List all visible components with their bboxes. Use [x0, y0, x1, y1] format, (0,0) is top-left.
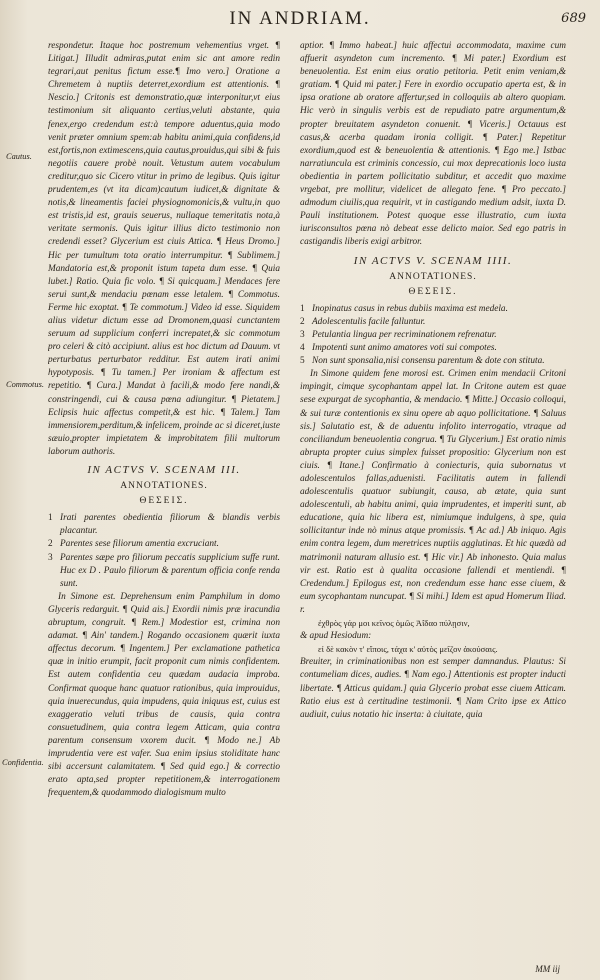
thesis-item: [300, 342, 566, 355]
greek-verse-hesiod: εἰ δὲ κακὸν τ' εἴποις, τάχα κ' αὐτὸς μεῖζον ἀκούσαις.: [318, 644, 498, 655]
thesis-text: Inopinatus casus in rebus dubiis maxima est medela.: [312, 303, 508, 314]
right-theses-list: [300, 303, 566, 368]
signature-mark: MM iij: [535, 964, 560, 974]
right-commentary-tail: Breuiter, in criminationibus non est semper damnandus. Plautus: Si contumeliam dices, audies. ¶ Nam ego.] Attentionis est propter inducti libertate. ¶ Atticus quidam.] quia Glycerio probat esse ciuem Atticam. Ratio eius est à certitudine testimonii. ¶ Nam Crito ipse ex Attico audiuit, cuius notatio hic inserta: à ciuitate, quia: [300, 657, 566, 720]
thesis-number: 5: [300, 356, 305, 367]
thesis-number: 2: [48, 539, 53, 550]
thesis-item: [300, 316, 566, 329]
left-section-title: IN ACTVS V. SCENAM III.: [87, 464, 241, 476]
margin-note-cautus: Cautus.: [6, 152, 32, 161]
thesis-item: [48, 538, 280, 551]
right-annotations-label: ANNOTATIONES.: [389, 271, 477, 282]
thesis-item: [300, 355, 566, 368]
thesis-text: Non sunt sponsalia,nisi consensu parentum & dote con stituta.: [312, 356, 545, 367]
left-annotations-label: ANNOTATIONES.: [120, 481, 208, 492]
page-number: 689: [561, 11, 586, 26]
right-section-title: IN ACTVS V. SCENAM IIII.: [353, 254, 513, 267]
thesis-text: Parentes sæpe pro filiorum peccatis supplicium suffe runt. Huc ex D . Paulo filiorum & parentum officia confe renda sunt.: [60, 552, 280, 589]
margin-note-commotus: Commotus.: [6, 380, 44, 389]
left-column: [48, 40, 280, 940]
left-commentary-intro: respondetur. Itaque hoc postremum vehementius vrget. ¶ Litigat.] Illudit admiras,putat enim sic ant amore redin tegrari,aut penitus fictum esse.¶ Imo vero.] Oratione a Chremetem à nuptiis deterret,exordium est attentionis. ¶ Nescio.] Critonis est demonstratio,quæ interponitur,vt eius testimonium sit aliquanto certius,veluti abstante, quia fenex,ergo credendum est:à tempore aduentus,quia modo venit præter omnium spem:ab habitu animi,quia confidens,id est,fortis,non extimescens,quia cautus,prouidus,qui sibi & fuis negotiis cauere probè nouit. Vetustum autem vocabulum creditur,quo sic Cicero vtitur in primo de legibus. Quis igitur prudentem,es (vt ita dicam)cautum iudicet,& dignitate & notis,& lineamentis faciei physiognomonicis,& vultu,in quo est tristis,id est, grauis seuerus, nullaque temeritatis nota,à veritate sermonis. Quis igitur illius dicto testimonio non credendi esset? Glycerium est ciuis Attica. ¶ Heus Dromo.] Hic per tumultum tota oratio interrumpitur. ¶ Sublimem.] Mandatoria est,& proponit istum tapeta dum esse. ¶ Quia lubet.] Ratio. Quia fic volo. ¶ Si quicquam.] Mendaces fere serui sunt,& mendaciu pœnam esse letalem. ¶ Commotus. Ferme hic exoptat. ¶ Te commotum.] Video id esse. Siquidem alius videtur dictum esse ad Dromonem,quasi cunctantem seruum ad supplicium conferri increpatet,& sic commotum pro celeri & citò accipiunt. alius est hoc dictum ad Dauum. vt perturbatus perturbator redditur. Est autem irati animi hypotyposis. ¶ Tu tamen.] Per ironiam & affectum est repetitio. ¶ Cura.] Mandat à facili,& modo fere nandi,& constringendi, cui & causa pœna adiungitur. ¶ Pietatem.] Eclipsis huic affectus competit,& est hic. ¶ Talem.] Tam immensiorem,perditum,& infelicem, proinde ac si diceret,iuste sæuio,propter impietatem & improbitatem filii multorum laborum authoris.: [48, 41, 280, 457]
thesis-item: [48, 512, 280, 538]
right-column: [300, 40, 566, 940]
thesis-text: Impotenti sunt animo amatores voti sui compotes.: [312, 343, 497, 354]
thesis-item: [300, 303, 566, 316]
thesis-number: 2: [300, 316, 305, 327]
left-theses-list: [48, 512, 280, 591]
thesis-text: Adolescentulis facile falluntur.: [312, 316, 426, 327]
thesis-number: 4: [300, 343, 305, 354]
verse-intro: & apud Hesiodum:: [300, 631, 372, 642]
thesis-number: 1: [48, 513, 53, 524]
running-title: IN ANDRIAM.: [229, 8, 371, 29]
thesis-item: [300, 329, 566, 342]
thesis-item: [48, 552, 280, 591]
greek-verse-homer: ἐχθρὸς γάρ μοι κεῖνος ὁμῶς Ἀΐδαο πύλῃσιν,: [318, 618, 470, 629]
thesis-number: 1: [300, 303, 305, 314]
left-commentary-body: In Simone est. Deprehensum enim Pamphilum in domo Glyceris redarguit. ¶ Quid ais.] Exordii nimis præ iracundia abruptum, congruit. ¶ Rem.] Modestior est, crimina non adamat. ¶ Ain' tandem.] Rogando occasionem quærit iuxta affectus decorum. ¶ Ingentem.] Per exclamatione pathetica quæ in initio erumpit, facit proponit cum nimis confidentem. Est autem confidentia ceu quædam audacia improba. Confirmat quoque hanc quatuor rationibus, quia improuidus, quia inuerecundus, quia impudens, quia iniquus est, cuius est exaggeratio veluti tribus de causis, quia contra consuetudinem, quia contra legem Atticam, quia contra parentum consensum vxorem ducit. ¶ Modo ne.] Ab imprudentia vere est vafer. Sua enim ipsius stoliditate hanc sibi accersunt calamitatem. ¶ Sed quid ego.] & correctio erato apta,sed propter repetitionem,& interrogationem frequentem,& quodammodo dialogismum multo: [48, 591, 280, 799]
thesis-text: Irati parentes obedientia filiorum & blandis verbis placantur.: [60, 513, 280, 537]
running-head: [0, 8, 600, 36]
margin-note-confidentia: Confidentia.: [2, 758, 44, 767]
left-theses-label: ΘΕΣΕΙΣ.: [139, 496, 189, 507]
right-commentary-body: In Simone quidem fene morosi est. Crimen enim mendacii Critoni impingit, cimque sycophantam appel lat. In Critone autem est quae sese expurgat de sycophantia, & mendacio. ¶ Mitte.] Occasio colloqui, & sui turæ contentionis ex sinu opere ab aquo pollicitatione. ¶ Saluus sis.] Salutatio est, & de aduentu infolito interrogatio, vtraque ad conciliandum beneuolentia congrua. ¶ Tu Glycerium.] Est oratio nimis abrupta propter cuius simplex fuisset propositio: Glycerium non est ciuis. ¶ Itane.] Confirmatio à coniecturis, quia subornatus vt adolescentulos fallas,aduenisti. Facilitatis autem in fallendi adolescentulis quatuor subiungit, causa, ab ætate, quia sunt adolescentuli, ab habitu animi, quia imprudentes, et imperiti sunt, ab educatione, quia hic libera est, nimiumque indulgens, à spe, quia sollicitantur inde nò minus atque promissis. ¶ Ac ad.] Ab iniquo. Agis enim contra legem, dum meretrices nuptiis agglutinas. Et hic quædà ad matrimonii naturam allusio est. ¶ Hic vir.] Ab inhonesto. Quia malus vir est. Ratio est à qualita occasione fallendi et mentiendi. ¶ Credendum.] Epilogus est, non credendum esse hanc esse ciuem, & eum sycophantam nuncupat. ¶ Si mihi.] Idem est apud Homerum Iliad. r.: [300, 369, 566, 615]
thesis-number: 3: [300, 329, 305, 340]
right-commentary-intro: aptior. ¶ Immo habeat.] huic affectui accommodata, maxime cum affuerit asyndeton cum incremento. ¶ Mi pater.] Exordium est beneuolentia. Est enim eius oratio petitoria. Petit enim veniam,& gratiam. ¶ Quid mi pater.] Fere in exordio occupatio aperta est, & in ipsa oratione ab oratore affertur,sed in colloquiis ab altero quopiam. Hic verò in singulis verbis est de repudiato patre argumentum,& propter breuitatem asyndeton conuenit. ¶ Viceris.] Octauus est casus,& acerba quadam ironia colligit. ¶ Pater.] Repetitur exordium,quod est & beneuolentia & attentionis. ¶ Ego me.] Istbac narratiuncula est criminis concessio, cui mox deprecationis loco iusta obedientia in partem pollicitatio subditur, et accedit quo maxime vrgebat, pre mollitur, videlicet de allegato fene. ¶ Pro peccato.] admodum ciuilis,qua requirit, vt in castigando medium adsit, iuxta D. Pauli institutionem. Potest quoque esse illustratio, cum iuxta iurisconsultos pœna nò debeat esse delicto maior. Sed ego patris in castigandis liberis exigi arbitror.: [300, 41, 566, 248]
right-theses-label: ΘΕΣΕΙΣ.: [408, 286, 458, 297]
thesis-text: Parentes sese filiorum amentia excruciant.: [60, 539, 219, 550]
thesis-number: 3: [48, 552, 53, 563]
thesis-text: Petulantia lingua per recriminationem refrenatur.: [312, 329, 497, 340]
